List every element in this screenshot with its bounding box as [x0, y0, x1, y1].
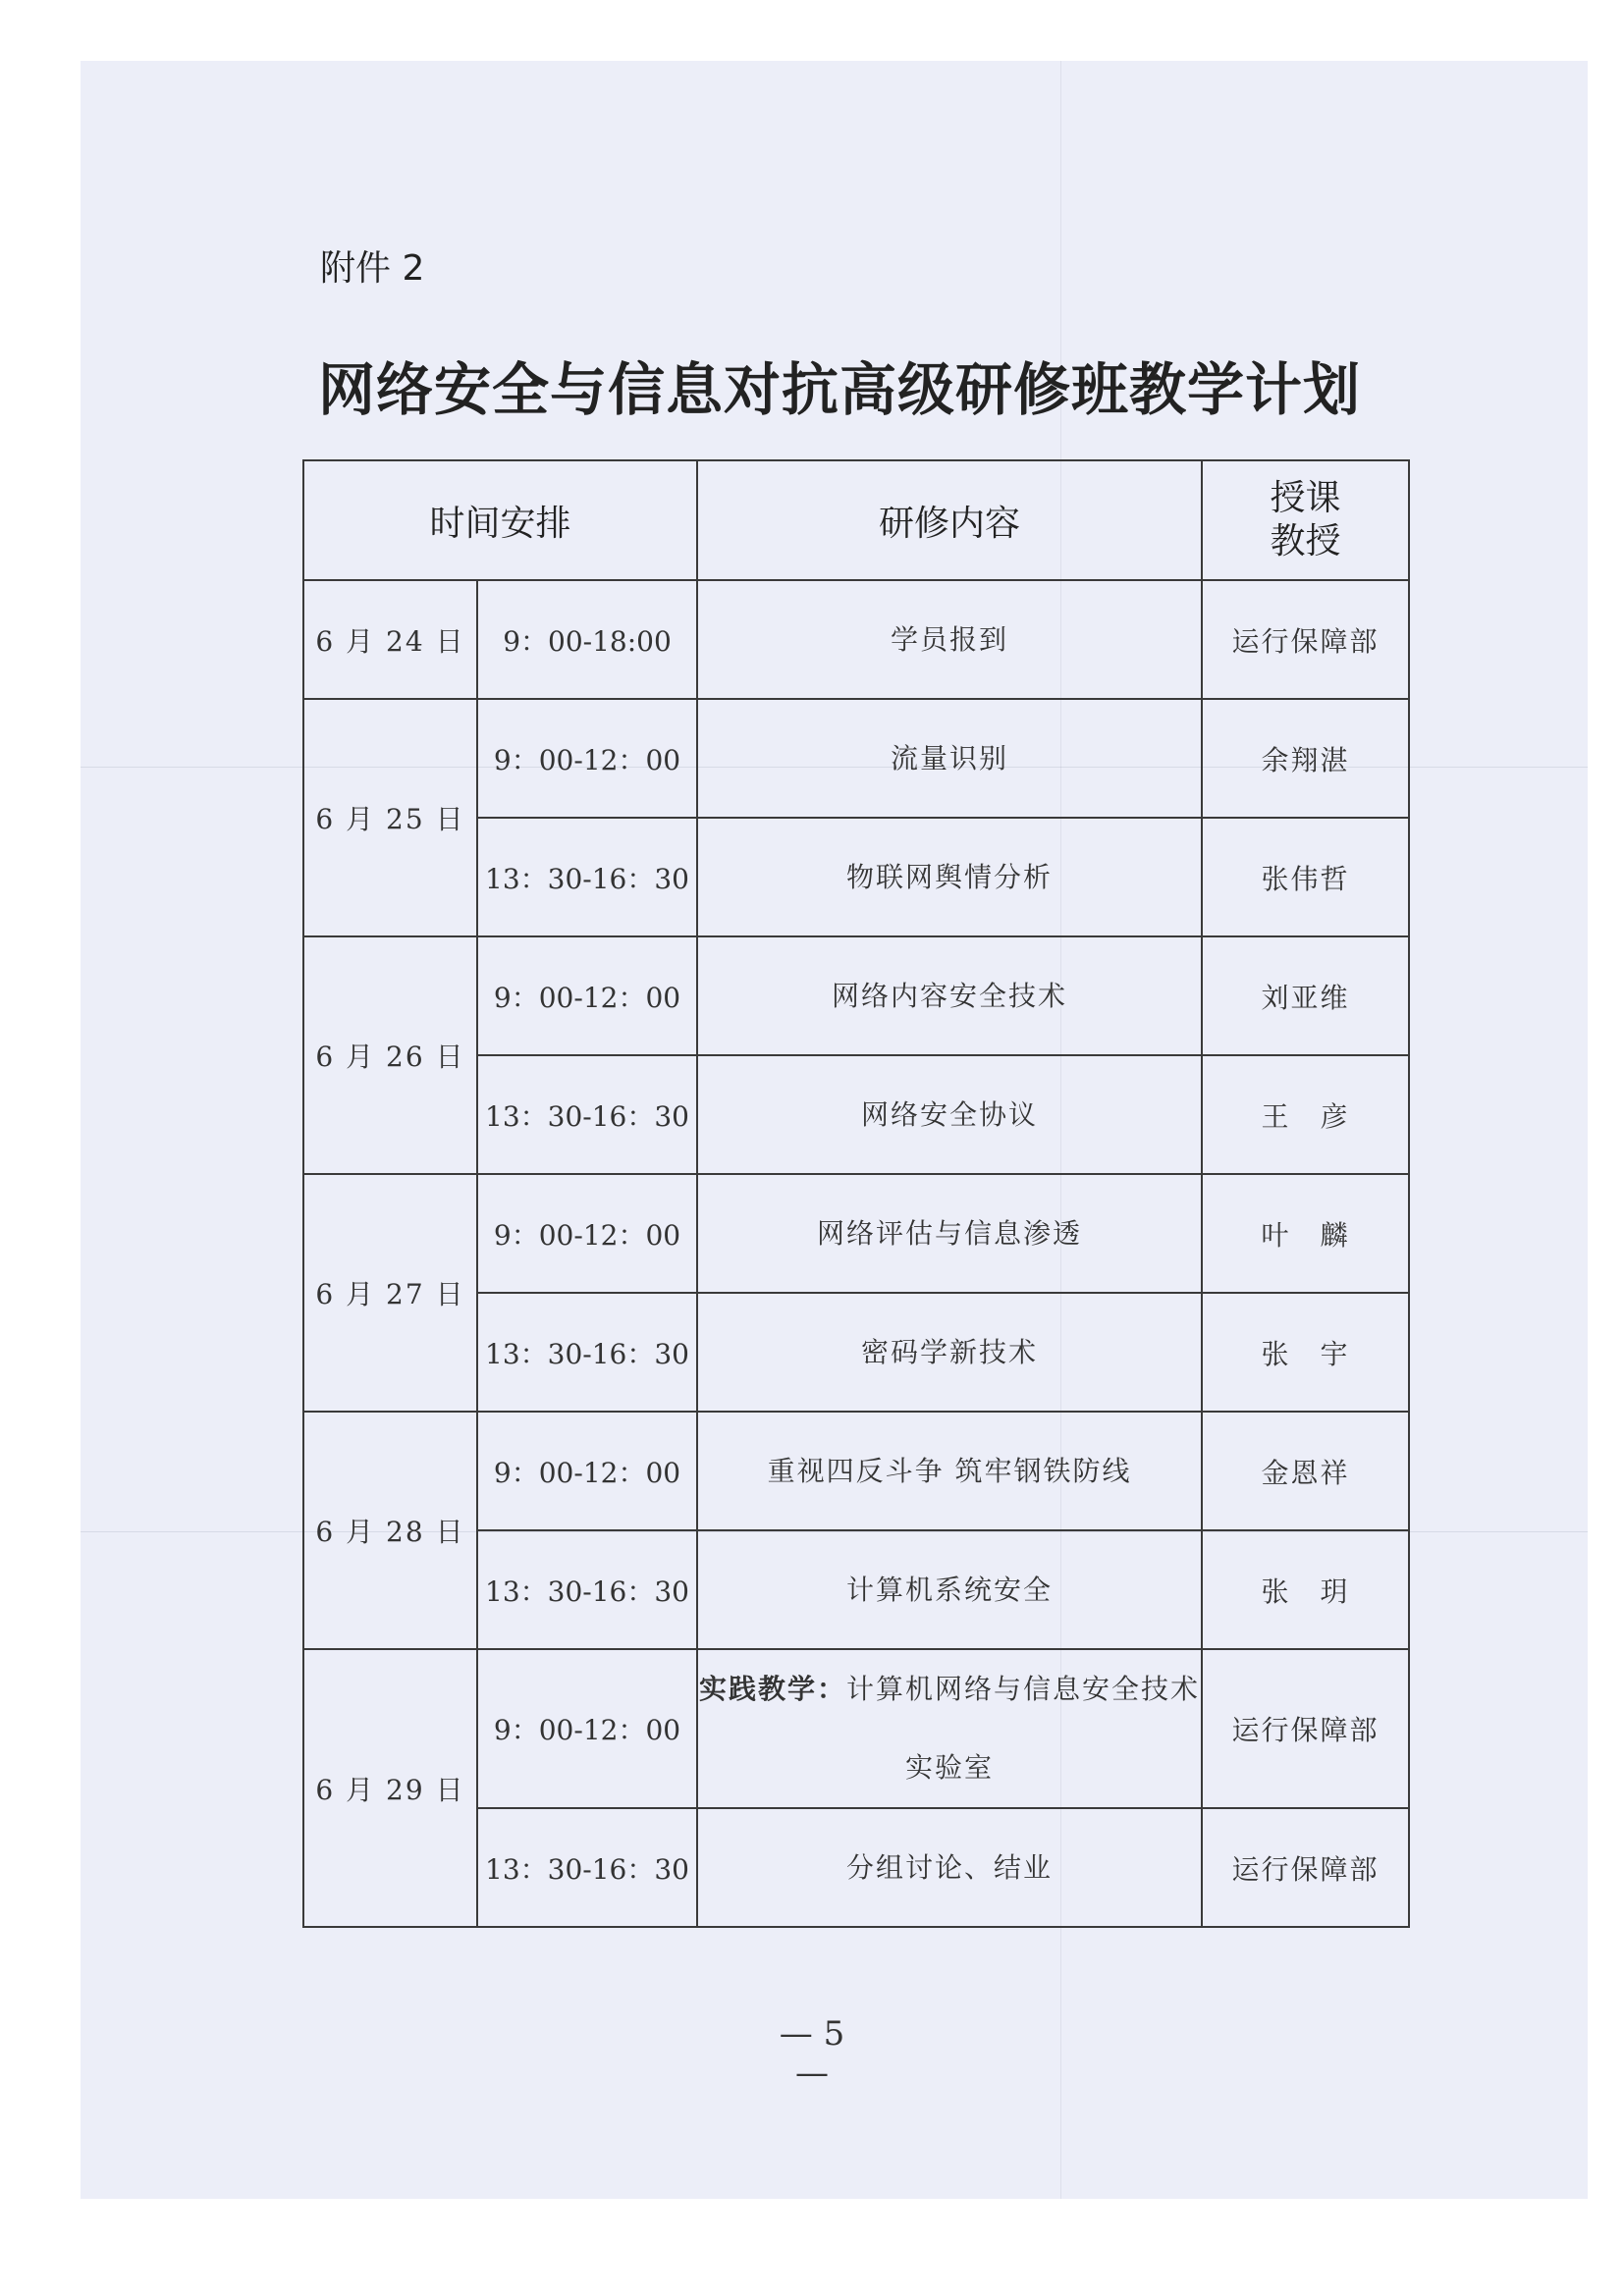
time-cell: 9：00-12：00: [477, 1412, 697, 1530]
content-cell: 密码学新技术: [697, 1293, 1202, 1412]
header-content: 研修内容: [697, 460, 1202, 580]
date-cell: 6 月 24 日: [303, 580, 477, 699]
time-cell: 9：00-12：00: [477, 1649, 697, 1808]
time-cell: 13：30-16：30: [477, 1055, 697, 1174]
table-row: [303, 1412, 1409, 1530]
date-cell: 6 月 25 日: [303, 699, 477, 936]
header-teacher-line2: 教授: [1270, 521, 1341, 561]
table-row: [303, 699, 1409, 818]
time-cell: 13：30-16：30: [477, 1530, 697, 1649]
content-cell: 流量识别: [697, 699, 1202, 818]
teacher-cell: 张 玥: [1202, 1530, 1409, 1649]
time-cell: 13：30-16：30: [477, 1808, 697, 1927]
table-row: [303, 936, 1409, 1055]
practice-label: 实践教学：: [699, 1673, 847, 1705]
teacher-cell: 张 宇: [1202, 1293, 1409, 1412]
teacher-cell: 余翔湛: [1202, 699, 1409, 818]
page-title: 网络安全与信息对抗高级研修班教学计划: [317, 356, 1361, 423]
teacher-cell: 刘亚维: [1202, 936, 1409, 1055]
content-cell: 重视四反斗争 筑牢钢铁防线: [697, 1412, 1202, 1530]
header-teacher: [1202, 460, 1409, 580]
date-cell: 6 月 27 日: [303, 1174, 477, 1412]
teacher-cell: 运行保障部: [1202, 1808, 1409, 1927]
date-cell: 6 月 29 日: [303, 1649, 477, 1927]
content-cell: 学员报到: [697, 580, 1202, 699]
time-cell: 13：30-16：30: [477, 818, 697, 936]
header-schedule: 时间安排: [303, 460, 697, 580]
content-cell: [697, 1649, 1202, 1808]
page-number: — 5 —: [779, 2014, 845, 2093]
practice-content: 计算机网络与信息安全技术实验室: [846, 1673, 1201, 1784]
time-cell: 9：00-12：00: [477, 1174, 697, 1293]
header-teacher-line1: 授课: [1270, 478, 1341, 518]
content-cell: 网络安全协议: [697, 1055, 1202, 1174]
time-cell: 13：30-16：30: [477, 1293, 697, 1412]
time-cell: 9：00-12：00: [477, 699, 697, 818]
teacher-cell: 叶 麟: [1202, 1174, 1409, 1293]
table-header-row: [303, 460, 1409, 580]
teacher-cell: 张伟哲: [1202, 818, 1409, 936]
attachment-label: 附件 2: [320, 248, 425, 289]
table-row: [303, 1649, 1409, 1808]
teacher-cell: 运行保障部: [1202, 580, 1409, 699]
content-cell: 网络内容安全技术: [697, 936, 1202, 1055]
teacher-cell: 王 彦: [1202, 1055, 1409, 1174]
time-cell: 9：00-18:00: [477, 580, 697, 699]
content-cell: 计算机系统安全: [697, 1530, 1202, 1649]
teacher-cell: 金恩祥: [1202, 1412, 1409, 1530]
time-cell: 9：00-12：00: [477, 936, 697, 1055]
teacher-cell: 运行保障部: [1202, 1649, 1409, 1808]
teaching-plan-table: [302, 459, 1410, 1928]
date-cell: 6 月 26 日: [303, 936, 477, 1174]
table-row: [303, 1174, 1409, 1293]
content-cell: 分组讨论、结业: [697, 1808, 1202, 1927]
date-cell: 6 月 28 日: [303, 1412, 477, 1649]
table-row: [303, 580, 1409, 699]
content-cell: 物联网舆情分析: [697, 818, 1202, 936]
content-cell: 网络评估与信息渗透: [697, 1174, 1202, 1293]
